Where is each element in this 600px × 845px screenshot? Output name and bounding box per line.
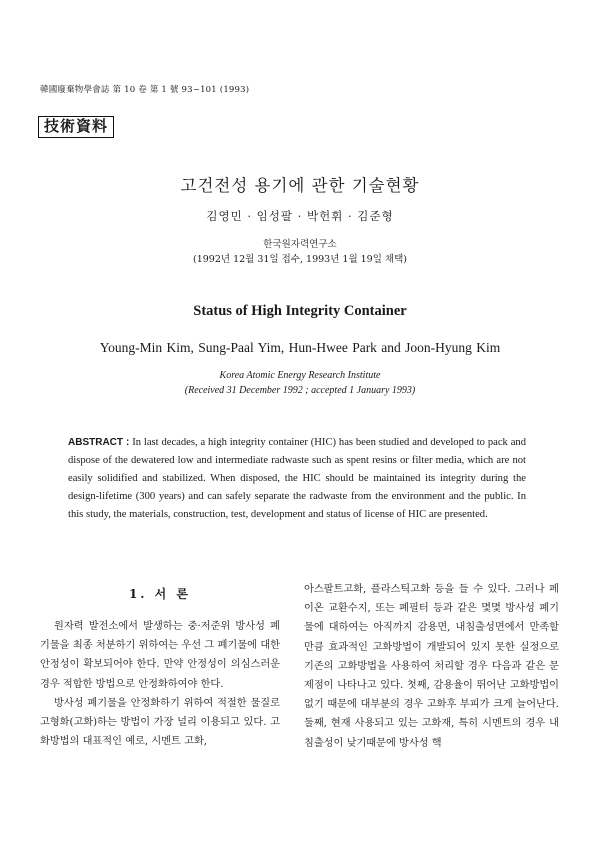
body-column-right <box>304 580 559 753</box>
abstract <box>68 434 526 524</box>
received-date-english: (Received 31 December 1992 ; accepted 1 January 1993) <box>184 385 416 396</box>
received-date-korean: (1992년 12월 31일 접수, 1993년 1월 19일 채택) <box>192 254 407 265</box>
section-tag: 技術資料 <box>38 116 114 138</box>
body-column-left <box>40 617 280 751</box>
section-heading-introduction: 1. 서 론 <box>128 587 192 601</box>
institute-korean: 한국원자력연구소 <box>263 239 337 250</box>
paragraph: 방사성 폐기물을 안정화하기 위하여 적절한 물질로 고형화(고화)하는 방법이 가장 널리 이용되고 있다. 고화방법의 대표적인 예로, 시멘트 고화, <box>40 697 280 748</box>
abstract-label: ABSTRACT : <box>68 437 130 448</box>
title-english: Status of High Integrity Container <box>193 303 407 319</box>
paragraph: 아스팔트고화, 플라스틱고화 등을 들 수 있다. 그러나 페이온 교환수지, 또는 폐필터 등과 같은 몇몇 방사성 폐기물에 대하여는 아직까지 감용면, 내침출성면에서 만족할 만큼 효과적인 고화방법이 개발되어 있지 못한 실정으로 기존의 고화방법을 사용하여 처리할 경우 다음과 같은 문제점이 나타나고 있다. 첫째, 감용율이 뛰어난 고화방법이 없기 때문에 대부분의 경우 고화후 부피가 크게 늘어난다. 둘째, 현재 사용되고 있는 고화재, 특히 시멘트의 경우 내침출성이 낮기때문에 방사성 핵 <box>304 584 559 749</box>
journal-citation: 韓國廢棄物學會誌 第 10 卷 第 1 號 93~101 (1993) <box>40 85 250 95</box>
title-korean: 고건전성 용기에 관한 기술현황 <box>180 176 420 195</box>
institute-english: Korea Atomic Energy Research Institute <box>219 370 381 381</box>
abstract-text: In last decades, a high integrity container (HIC) has been studied and developed to pack and dispose of the dewatered low and intermediate radwaste such as spent resins or filter media, which are not easily solidified and stabilized. When disposed, the HIC should be maintained its integrity during the design-lifetime (300 years) and can safely separate the radwaste from the environment and the public. In this study, the materials, construction, test, development and status of license of HIC are presented. <box>68 437 526 520</box>
paragraph: 원자력 발전소에서 발생하는 중·저준위 방사성 폐기물을 최종 처분하기 위하여는 우선 그 폐기물에 대한 안정성이 확보되어야 한다. 만약 안정성이 의심스러운 경우 적합한 방법으로 안정화하여야 한다. <box>40 621 280 690</box>
authors-korean: 김영민 · 임성팔 · 박헌휘 · 김준형 <box>206 209 394 223</box>
authors-english: Young-Min Kim, Sung-Paal Yim, Hun-Hwee Park and Joon-Hyung Kim <box>99 340 501 355</box>
